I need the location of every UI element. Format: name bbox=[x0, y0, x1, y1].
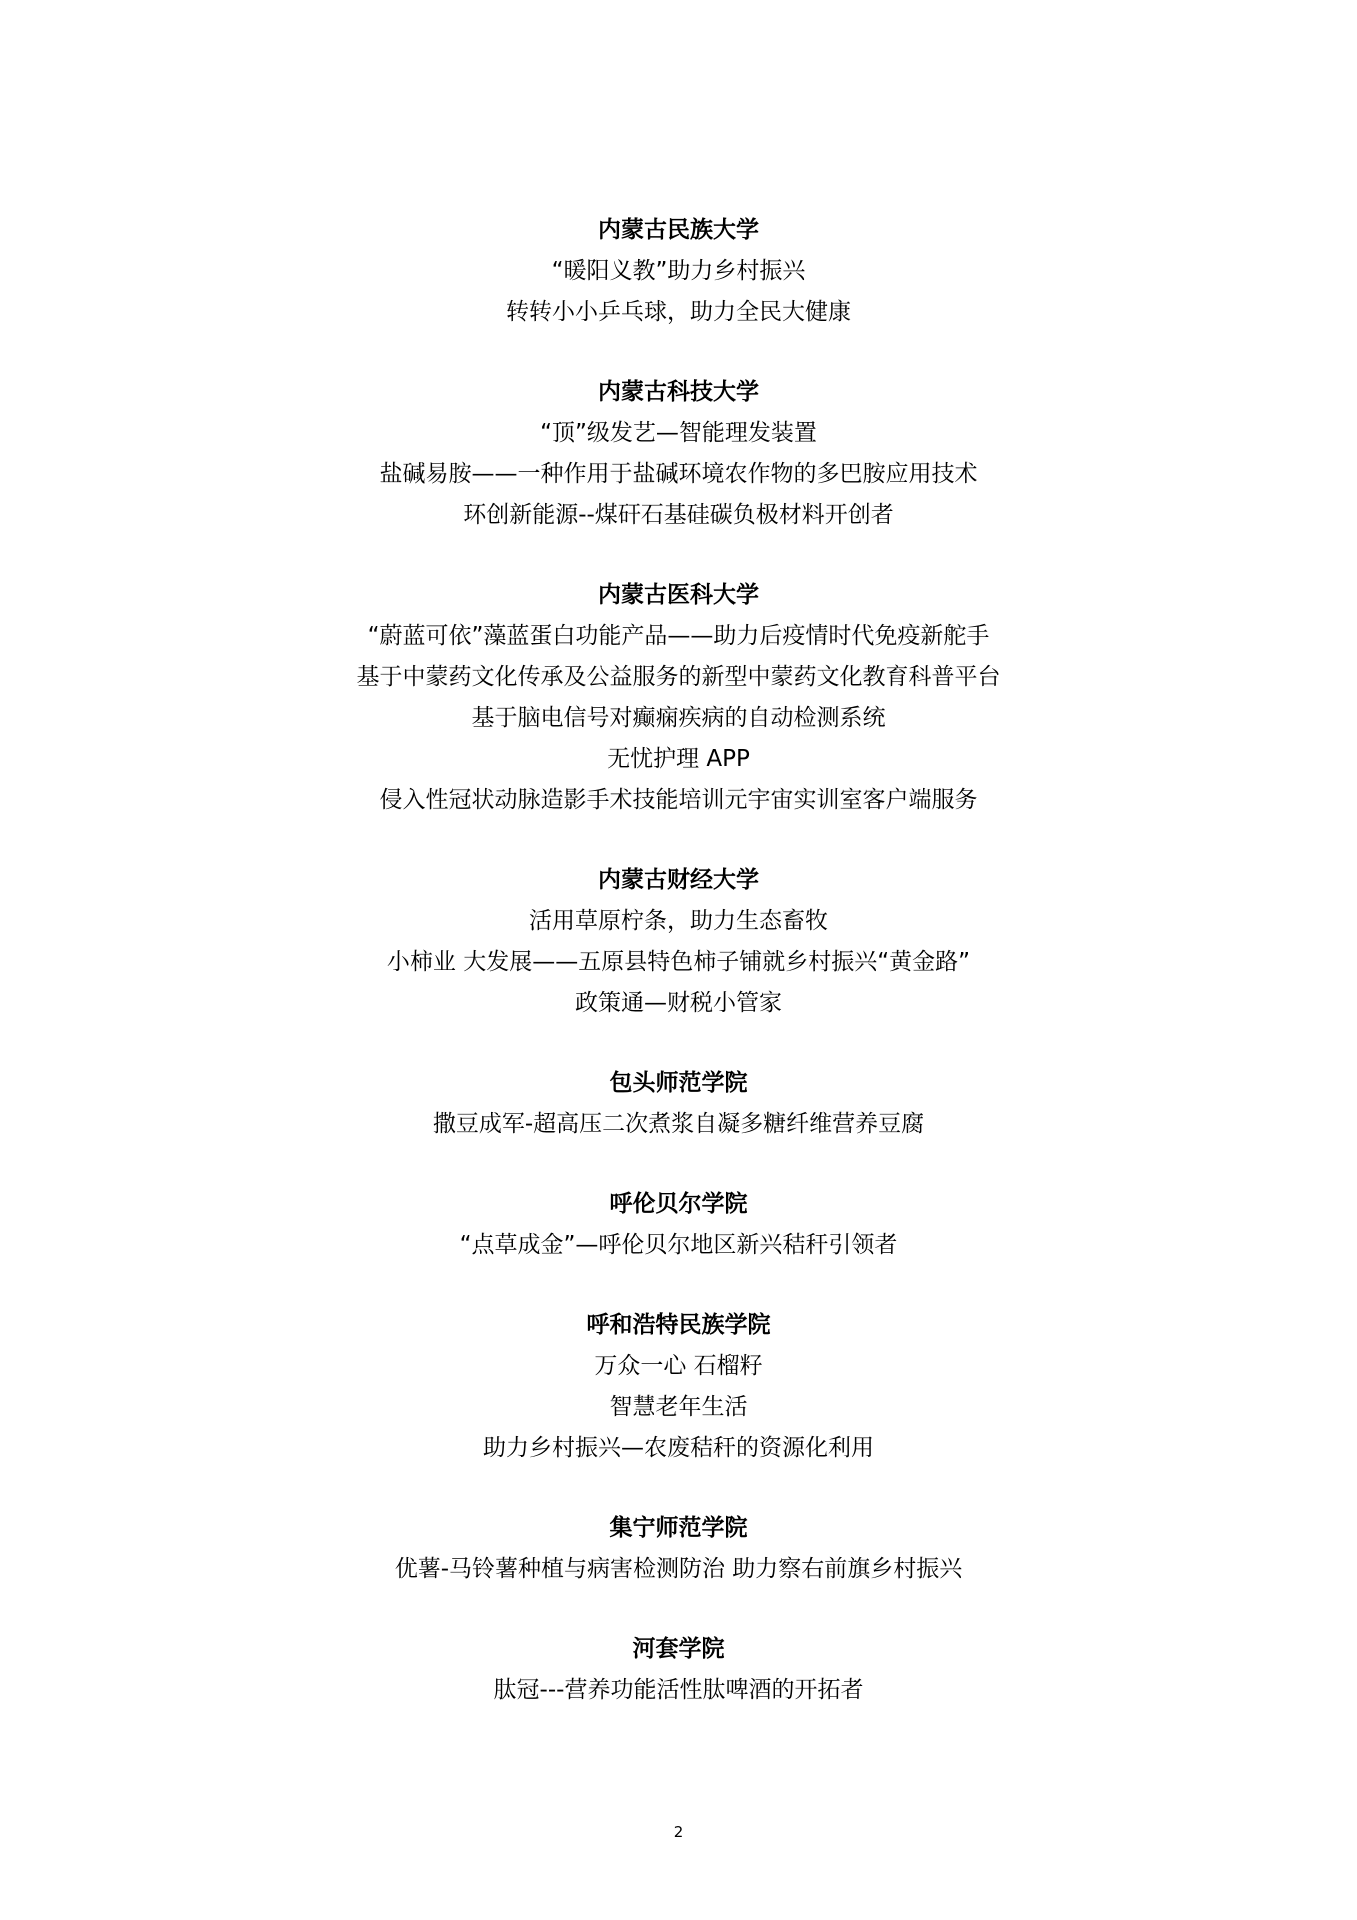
project-title: 助力乡村振兴—农废秸秆的资源化利用 bbox=[483, 1435, 874, 1461]
project-title: “顶”级发艺—智能理发装置 bbox=[540, 420, 817, 446]
university-section bbox=[0, 1305, 1357, 1469]
project-title: “点草成金”—呼伦贝尔地区新兴秸秆引领者 bbox=[459, 1232, 898, 1258]
university-section bbox=[0, 372, 1357, 536]
project-title: 活用草原柠条，助力生态畜牧 bbox=[529, 908, 828, 934]
project-title: 政策通—财税小管家 bbox=[575, 990, 782, 1016]
university-heading: 内蒙古财经大学 bbox=[598, 867, 759, 893]
university-section bbox=[0, 1063, 1357, 1145]
university-heading: 集宁师范学院 bbox=[609, 1515, 748, 1541]
project-title: “蔚蓝可依”藻蓝蛋白功能产品——助力后疫情时代免疫新舵手 bbox=[367, 623, 990, 649]
project-title: 转转小小乒乓球，助力全民大健康 bbox=[506, 299, 851, 325]
project-title: 智慧老年生活 bbox=[609, 1394, 748, 1420]
university-heading: 呼伦贝尔学院 bbox=[609, 1191, 748, 1217]
project-list bbox=[0, 210, 1357, 1750]
university-section bbox=[0, 1184, 1357, 1266]
project-title: 侵入性冠状动脉造影手术技能培训元宇宙实训室客户端服务 bbox=[379, 787, 978, 813]
page-number: 2 bbox=[673, 1823, 684, 1841]
university-section bbox=[0, 860, 1357, 1024]
university-section bbox=[0, 210, 1357, 333]
university-heading: 内蒙古科技大学 bbox=[598, 379, 759, 405]
university-heading: 包头师范学院 bbox=[609, 1070, 748, 1096]
university-heading: 内蒙古医科大学 bbox=[598, 582, 759, 608]
project-title: 撒豆成军-超高压二次煮浆自凝多糖纤维营养豆腐 bbox=[432, 1111, 925, 1137]
university-heading: 呼和浩特民族学院 bbox=[586, 1312, 771, 1338]
project-title: 基于中蒙药文化传承及公益服务的新型中蒙药文化教育科普平台 bbox=[356, 664, 1001, 690]
university-section bbox=[0, 1508, 1357, 1590]
university-section bbox=[0, 575, 1357, 821]
project-title: 盐碱易胺——一种作用于盐碱环境农作物的多巴胺应用技术 bbox=[379, 461, 978, 487]
project-title: “暖阳义教”助力乡村振兴 bbox=[551, 258, 806, 284]
project-title: 基于脑电信号对癫痫疾病的自动检测系统 bbox=[471, 705, 886, 731]
project-title: 优薯-马铃薯种植与病害检测防治 助力察右前旗乡村振兴 bbox=[394, 1556, 963, 1582]
project-title: 肽冠---营养功能活性肽啤酒的开拓者 bbox=[493, 1677, 864, 1703]
project-title: 环创新能源--煤矸石基硅碳负极材料开创者 bbox=[463, 502, 894, 528]
university-heading: 河套学院 bbox=[632, 1636, 725, 1662]
project-title: 小柿业 大发展——五原县特色柿子铺就乡村振兴“黄金路” bbox=[386, 949, 971, 975]
project-title: 万众一心 石榴籽 bbox=[594, 1353, 763, 1379]
university-section bbox=[0, 1629, 1357, 1711]
project-title: 无忧护理 APP bbox=[607, 746, 750, 772]
university-heading: 内蒙古民族大学 bbox=[598, 217, 759, 243]
